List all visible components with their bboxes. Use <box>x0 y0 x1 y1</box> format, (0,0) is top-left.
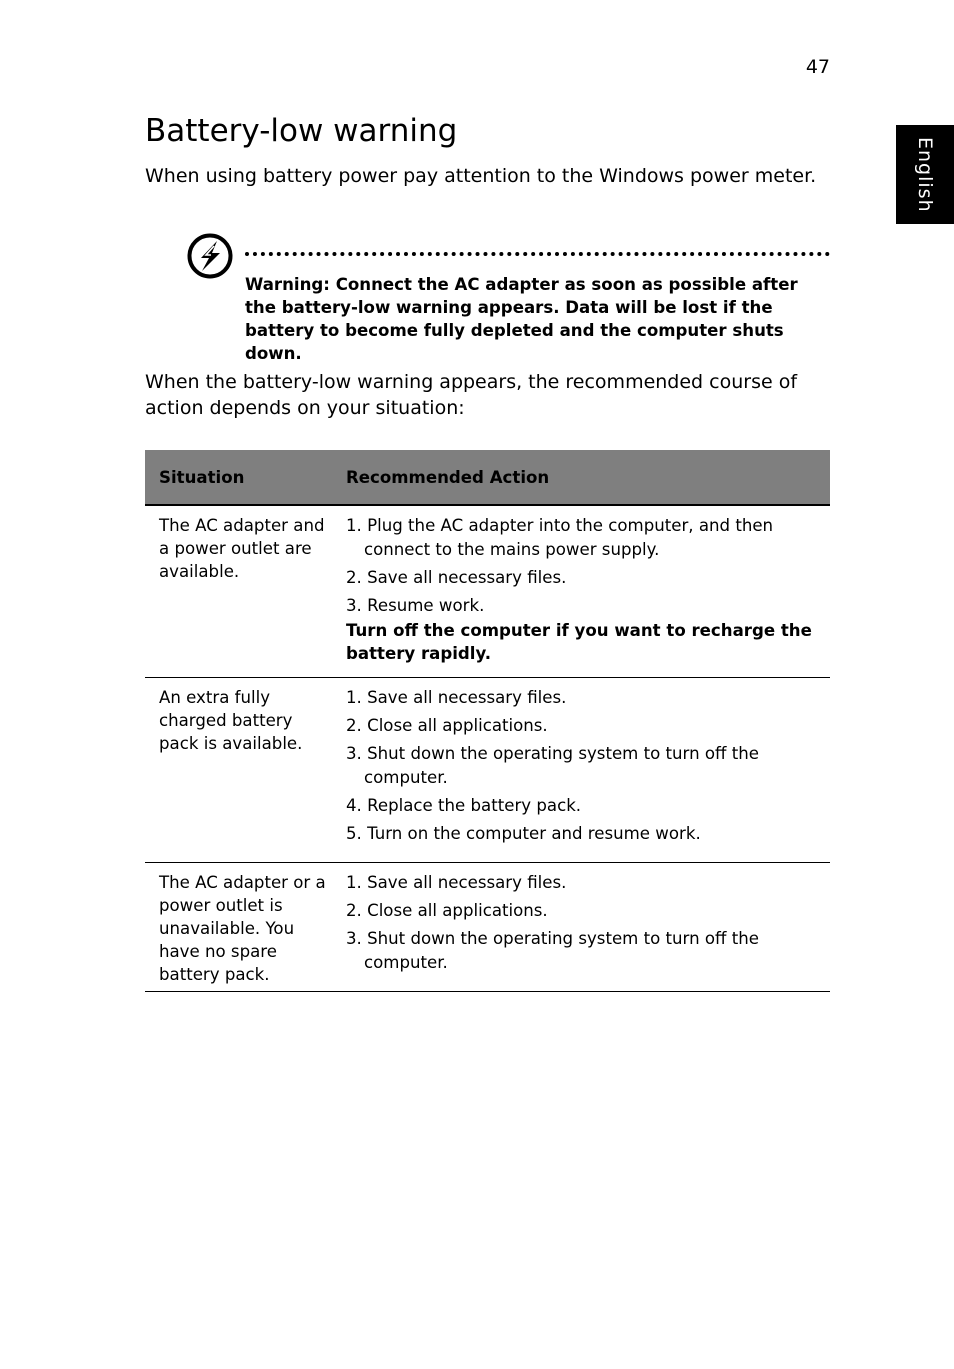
list-item: 2. Close all applications. <box>346 716 548 735</box>
list-item: 1. Save all necessary files. <box>346 873 567 892</box>
action-cell <box>332 505 830 678</box>
warning-text: Warning: Connect the AC adapter as soon as possible after the battery-low warning appears. Data will be lost if the battery to become fully depleted and the computer shuts down. <box>245 275 798 363</box>
step-list <box>346 871 820 975</box>
table-row <box>145 505 830 678</box>
step-list <box>346 686 820 846</box>
situation-cell: An extra fully charged battery pack is available. <box>145 678 332 863</box>
list-item: 3. Resume work. <box>346 596 485 615</box>
list-item: 5. Turn on the computer and resume work. <box>346 824 701 843</box>
list-item: 3. Shut down the operating system to turn off the computer. <box>346 744 759 787</box>
intro-paragraph: When using battery power pay attention to the Windows power meter. <box>145 165 817 187</box>
action-cell <box>332 678 830 863</box>
lead-paragraph: When the battery-low warning appears, the recommended course of action depends on your situation: <box>145 371 798 419</box>
header-recommended-action: Recommended Action <box>332 450 830 505</box>
language-tab-label: English <box>914 136 936 213</box>
page-number: 47 <box>805 56 830 78</box>
list-item: 1. Save all necessary files. <box>346 688 567 707</box>
list-item: 2. Save all necessary files. <box>346 568 567 587</box>
table-header-row <box>145 450 830 505</box>
warning-lightning-icon <box>187 233 233 279</box>
step-list <box>346 514 820 618</box>
list-item: 3. Shut down the operating system to turn off the computer. <box>346 929 759 972</box>
list-item: 2. Close all applications. <box>346 901 548 920</box>
action-cell <box>332 863 830 992</box>
header-situation: Situation <box>145 450 332 505</box>
page-title: Battery-low warning <box>145 113 458 149</box>
action-note: Turn off the computer if you want to recharge the battery rapidly. <box>346 621 812 663</box>
warning-divider <box>245 252 830 256</box>
list-item: 4. Replace the battery pack. <box>346 796 582 815</box>
language-tab <box>896 125 954 224</box>
situation-table <box>145 450 830 992</box>
situation-cell: The AC adapter and a power outlet are available. <box>145 505 332 678</box>
table-row <box>145 678 830 863</box>
table-row <box>145 863 830 992</box>
list-item: 1. Plug the AC adapter into the computer, and then connect to the mains power supply. <box>346 516 774 559</box>
situation-cell: The AC adapter or a power outlet is unavailable. You have no spare battery pack. <box>145 863 332 992</box>
